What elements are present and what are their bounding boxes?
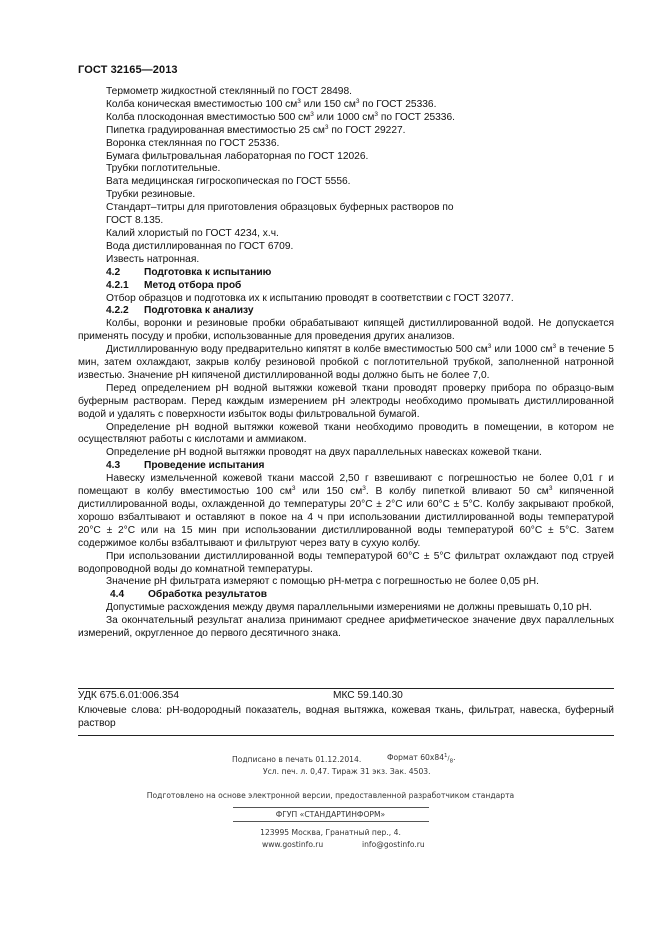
udk-code: УДК 675.6.01:006.354	[78, 690, 179, 701]
paragraph: Определение pH водной вытяжки кожевой ткани необходимо проводить в помещении, в котором не осуществляют работы с кислотами и аммиаком.	[78, 421, 614, 446]
equipment-item: Бумага фильтровальная лабораторная по ГОСТ 12026.	[106, 150, 369, 162]
imprint-rule	[233, 821, 429, 822]
paragraph: Определение pH водной вытяжки проводят на двух параллельных навесках кожевой ткани.	[106, 447, 542, 459]
paragraph: При использовании дистиллированной воды температурой 60°С ± 5°С фильтрат охлаждают под струей водопроводной воды до комнатной температуры.	[78, 550, 614, 575]
imprint-rule	[233, 807, 429, 808]
print-format: Формат $60x84^1/_8$.	[387, 753, 456, 765]
signed-date: Подписано в печать 01.12.2014.	[232, 755, 362, 764]
footer-top-rule	[78, 688, 614, 689]
keywords: Ключевые слова: pH-водородный показатель, водная вытяжка, кожевая ткань, фильтрат, навеска, буферный раствор	[78, 705, 614, 729]
paragraph: Дистиллированную воду предварительно кипятят в колбе вместимостью 500 $см^3$ или 1000 $см^3$ в течение 5 мин, затем охлаждают, закрыв колбу резиновой пробкой с поглотительной трубкой, заполненной натронной известью. Значение pH кипяченой дистиллированной воды должно быть не более 7,0.	[78, 343, 615, 381]
equipment-item: Трубки поглотительные.	[106, 163, 221, 175]
mks-code: МКС 59.140.30	[333, 690, 403, 701]
equipment-item: Известь натронная.	[106, 253, 200, 265]
email-link[interactable]: info@gostinfo.ru	[362, 840, 425, 849]
equipment-item: Колба коническая вместимостью 100 $см^3$ или 150 $см^3$ по ГОСТ 25336.	[106, 97, 437, 110]
publisher-name: ФГУП «СТАНДАРТИНФОРМ»	[275, 810, 386, 819]
section-heading-4-2: 4.2 Подготовка к испытанию	[106, 266, 272, 278]
equipment-item: ГОСТ 8.135.	[106, 215, 164, 227]
equipment-item: Воронка стеклянная по ГОСТ 25336.	[106, 137, 280, 149]
standard-header: ГОСТ 32165—2013	[78, 64, 178, 76]
paragraph: Допустимые расхождения между двумя параллельными измерениями не должны превышать 0,10 pH.	[106, 602, 592, 614]
footer-bottom-rule	[78, 735, 614, 736]
section-heading-4-2-2: 4.2.2 Подготовка к анализу	[106, 305, 254, 317]
paragraph: Навеску измельченной кожевой ткани массой 2,50 г взвешивают с погрешностью не более 0,01 г и помещают в колбу вместимостью 100 $см^3$ или 150 $см^3$. В колбу пипеткой вливают 50 $см^3$ кипяченной дистиллированной воды, охлажденной до температуры 20°С ± 2°С или 60°С ± 5°С. Колбу закрывают пробкой, хорошо взбалтывают и оставляют в покое на 4 ч при использовании дистиллированной воды температурой 20°С ± 2°С или на 15 мин при использовании дистиллированной воды температурой 60°С ± 5°С. Затем содержимое колбы взбалтывают и фильтруют через вату в сухую колбу.	[78, 473, 614, 549]
equipment-item: Стандарт–титры для приготовления образцовых буферных растворов по	[106, 202, 454, 214]
section-heading-4-4: 4.4 Обработка результатов	[110, 589, 268, 601]
paragraph: Перед определением pH водной вытяжки кожевой ткани проводят проверку прибора по образцо-вым буферным растворам. Перед каждым измерением pH электроды необходимо промывать дистиллированной водой и удалять с поверхности избыток воды фильтровальной бумагой.	[78, 382, 614, 420]
document-body	[78, 86, 614, 641]
paragraph: Значение pH фильтрата измеряют с помощью pH-метра с погрешностью не более 0,05 pH.	[106, 576, 539, 588]
equipment-item: Вата медицинская гигроскопическая по ГОСТ 5556.	[106, 176, 351, 188]
equipment-item: Пипетка градуированная вместимостью 25 $см^3$ по ГОСТ 29227.	[106, 123, 406, 136]
paragraph: За окончательный результат анализа принимают среднее арифметическое значение двух параллельных измерений, округленное до первого десятичного знака.	[78, 615, 614, 640]
equipment-item: Калий хлористый по ГОСТ 4234, х.ч.	[106, 227, 279, 239]
section-heading-4-3: 4.3 Проведение испытания	[106, 460, 265, 472]
paragraph: Отбор образцов и подготовка их к испытанию проводят в соответствии с ГОСТ 32077.	[106, 292, 514, 304]
website-link[interactable]: www.gostinfo.ru	[262, 840, 324, 849]
print-sheets: Усл. печ. л. 0,47. Тираж 31 экз. Зак. 4503.	[263, 767, 431, 776]
publisher-address: 123995 Москва, Гранатный пер., 4.	[260, 828, 401, 837]
section-heading-4-2-1: 4.2.1 Метод отбора проб	[106, 279, 242, 291]
equipment-item: Колба плоскодонная вместимостью 500 $см^3$ или 1000 $см^3$ по ГОСТ 25336.	[106, 110, 455, 123]
equipment-item: Вода дистиллированная по ГОСТ 6709.	[106, 240, 294, 252]
equipment-item: Термометр жидкостной стеклянный по ГОСТ 28498.	[106, 86, 352, 97]
prepared-note: Подготовлено на основе электронной версии, предоставленной разработчиком стандарта	[146, 791, 515, 800]
equipment-item: Трубки резиновые.	[106, 189, 196, 201]
paragraph: Колбы, воронки и резиновые пробки обрабатывают кипящей дистиллированной водой. Не допускается применять посуду и пробки, использованные для проведения других анализов.	[78, 318, 614, 343]
